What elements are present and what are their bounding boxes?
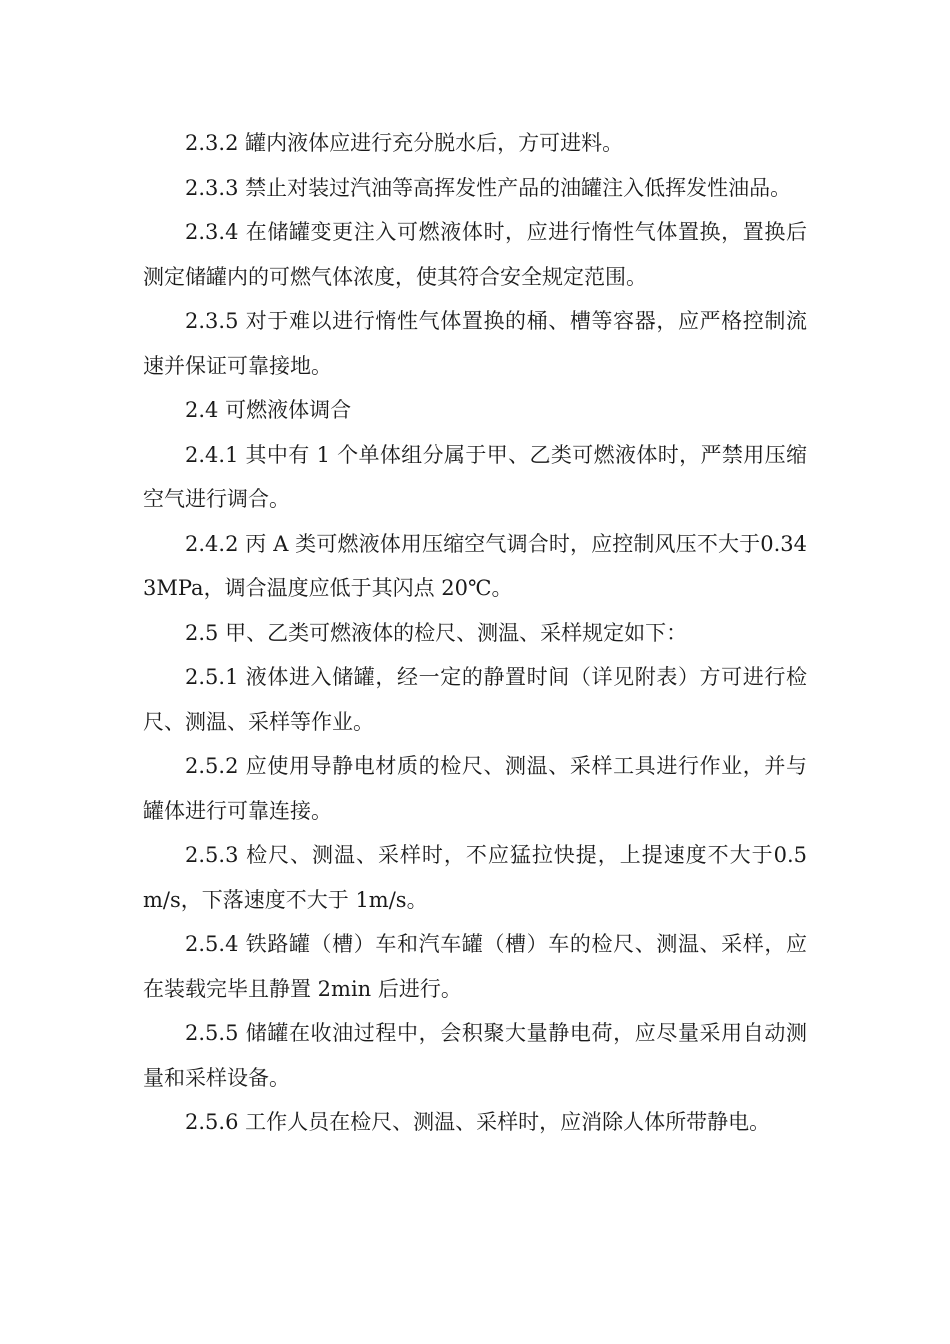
paragraph-2-3-5: 2.3.5 对于难以进行惰性气体置换的桶、槽等容器，应严格控制流速并保证可靠接地。 xyxy=(143,309,807,378)
paragraph-2-5-4: 2.5.4 铁路罐（槽）车和汽车罐（槽）车的检尺、测温、采样，应在装载完毕且静置 2min 后进行。 xyxy=(143,932,807,1001)
section-heading-2-5: 2.5 甲、乙类可燃液体的检尺、测温、采样规定如下： xyxy=(185,620,688,645)
paragraph-2-3-4: 2.3.4 在储罐变更注入可燃液体时，应进行惰性气体置换，置换后测定储罐内的可燃气体浓度，使其符合安全规定范围。 xyxy=(143,220,807,289)
section-heading-2-4: 2.4 可燃液体调合 xyxy=(185,398,352,422)
paragraph-2-4-2: 2.4.2 丙 A 类可燃液体用压缩空气调合时，应控制风压不大于0.343MPa，调合温度应低于其闪点 20℃。 xyxy=(143,531,807,600)
paragraph-2-3-3: 2.3.3 禁止对装过汽油等高挥发性产品的油罐注入低挥发性油品。 xyxy=(185,175,792,200)
paragraph-2-5-3: 2.5.3 检尺、测温、采样时，不应猛拉快提，上提速度不大于0.5m/s，下落速度不大于 1m/s。 xyxy=(143,843,807,912)
paragraph-2-3-2: 2.3.2 罐内液体应进行充分脱水后，方可进料。 xyxy=(185,131,624,155)
document-body xyxy=(143,121,807,1145)
paragraph-2-5-6: 2.5.6 工作人员在检尺、测温、采样时，应消除人体所带静电。 xyxy=(185,1110,771,1134)
paragraph-2-5-5: 2.5.5 储罐在收油过程中，会积聚大量静电荷，应尽量采用自动测量和采样设备。 xyxy=(143,1021,807,1090)
paragraph-2-4-1: 2.4.1 其中有 1 个单体组分属于甲、乙类可燃液体时，严禁用压缩空气进行调合。 xyxy=(143,442,807,511)
paragraph-2-5-2: 2.5.2 应使用导静电材质的检尺、测温、采样工具进行作业，并与罐体进行可靠连接。 xyxy=(143,754,807,823)
paragraph-2-5-1: 2.5.1 液体进入储罐，经一定的静置时间（详见附表）方可进行检尺、测温、采样等作业。 xyxy=(143,665,807,734)
